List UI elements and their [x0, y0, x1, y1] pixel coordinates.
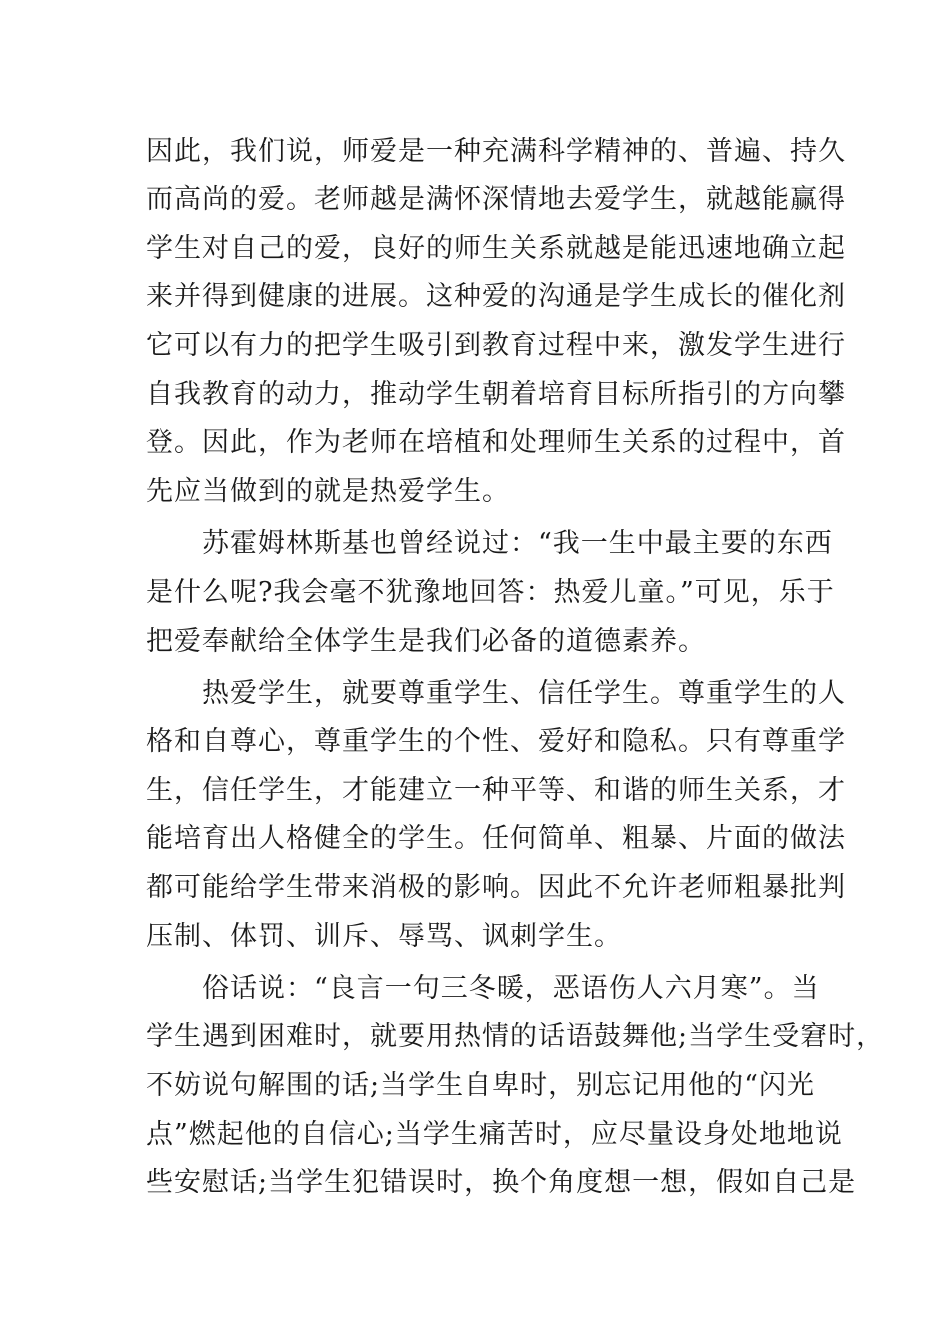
text-line: 先应当做到的就是热爱学生。 [146, 476, 510, 507]
text-line: 是什么呢?我会毫不犹豫地回答：热爱儿童。”可见，乐于 [146, 577, 835, 608]
text-line: 都可能给学生带来消极的影响。因此不允许老师粗暴批判 [146, 872, 846, 903]
text-line: 生，信任学生，才能建立一种平等、和谐的师生关系，才 [146, 775, 846, 806]
text-line: 苏霍姆林斯基也曾经说过：“我一生中最主要的东西 [146, 528, 833, 559]
text-line: 学生遇到困难时，就要用热情的话语鼓舞他;当学生受窘时， [146, 1021, 885, 1052]
text-line: 它可以有力的把学生吸引到教育过程中来，激发学生进行 [146, 330, 846, 361]
text-line: 把爱奉献给全体学生是我们必备的道德素养。 [146, 626, 706, 657]
text-line: 自我教育的动力，推动学生朝着培育目标所指引的方向攀 [146, 379, 846, 410]
text-line: 登。因此，作为老师在培植和处理师生关系的过程中，首 [146, 427, 846, 458]
text-line: 能培育出人格健全的学生。任何简单、粗暴、片面的做法 [146, 823, 846, 854]
text-line: 点”燃起他的自信心;当学生痛苦时，应尽量设身处地地说 [146, 1119, 843, 1150]
text-line: 俗话说：“良言一句三冬暖，恶语伤人六月寒”。当 [146, 973, 820, 1004]
text-line: 学生对自己的爱，良好的师生关系就越是能迅速地确立起 [146, 233, 846, 264]
text-line: 压制、体罚、训斥、辱骂、讽刺学生。 [146, 921, 622, 952]
text-line: 因此，我们说，师爱是一种充满科学精神的、普遍、持久 [146, 136, 846, 167]
text-line: 而高尚的爱。老师越是满怀深情地去爱学生，就越能赢得 [146, 184, 846, 215]
text-line: 热爱学生，就要尊重学生、信任学生。尊重学生的人 [146, 678, 846, 709]
text-line: 来并得到健康的进展。这种爱的沟通是学生成长的催化剂 [146, 281, 846, 312]
text-line: 格和自尊心，尊重学生的个性、爱好和隐私。只有尊重学 [146, 726, 846, 757]
text-line: 些安慰话;当学生犯错误时，换个角度想一想，假如自己是 [146, 1167, 857, 1198]
text-line: 不妨说句解围的话;当学生自卑时，别忘记用他的“闪光 [146, 1070, 815, 1101]
